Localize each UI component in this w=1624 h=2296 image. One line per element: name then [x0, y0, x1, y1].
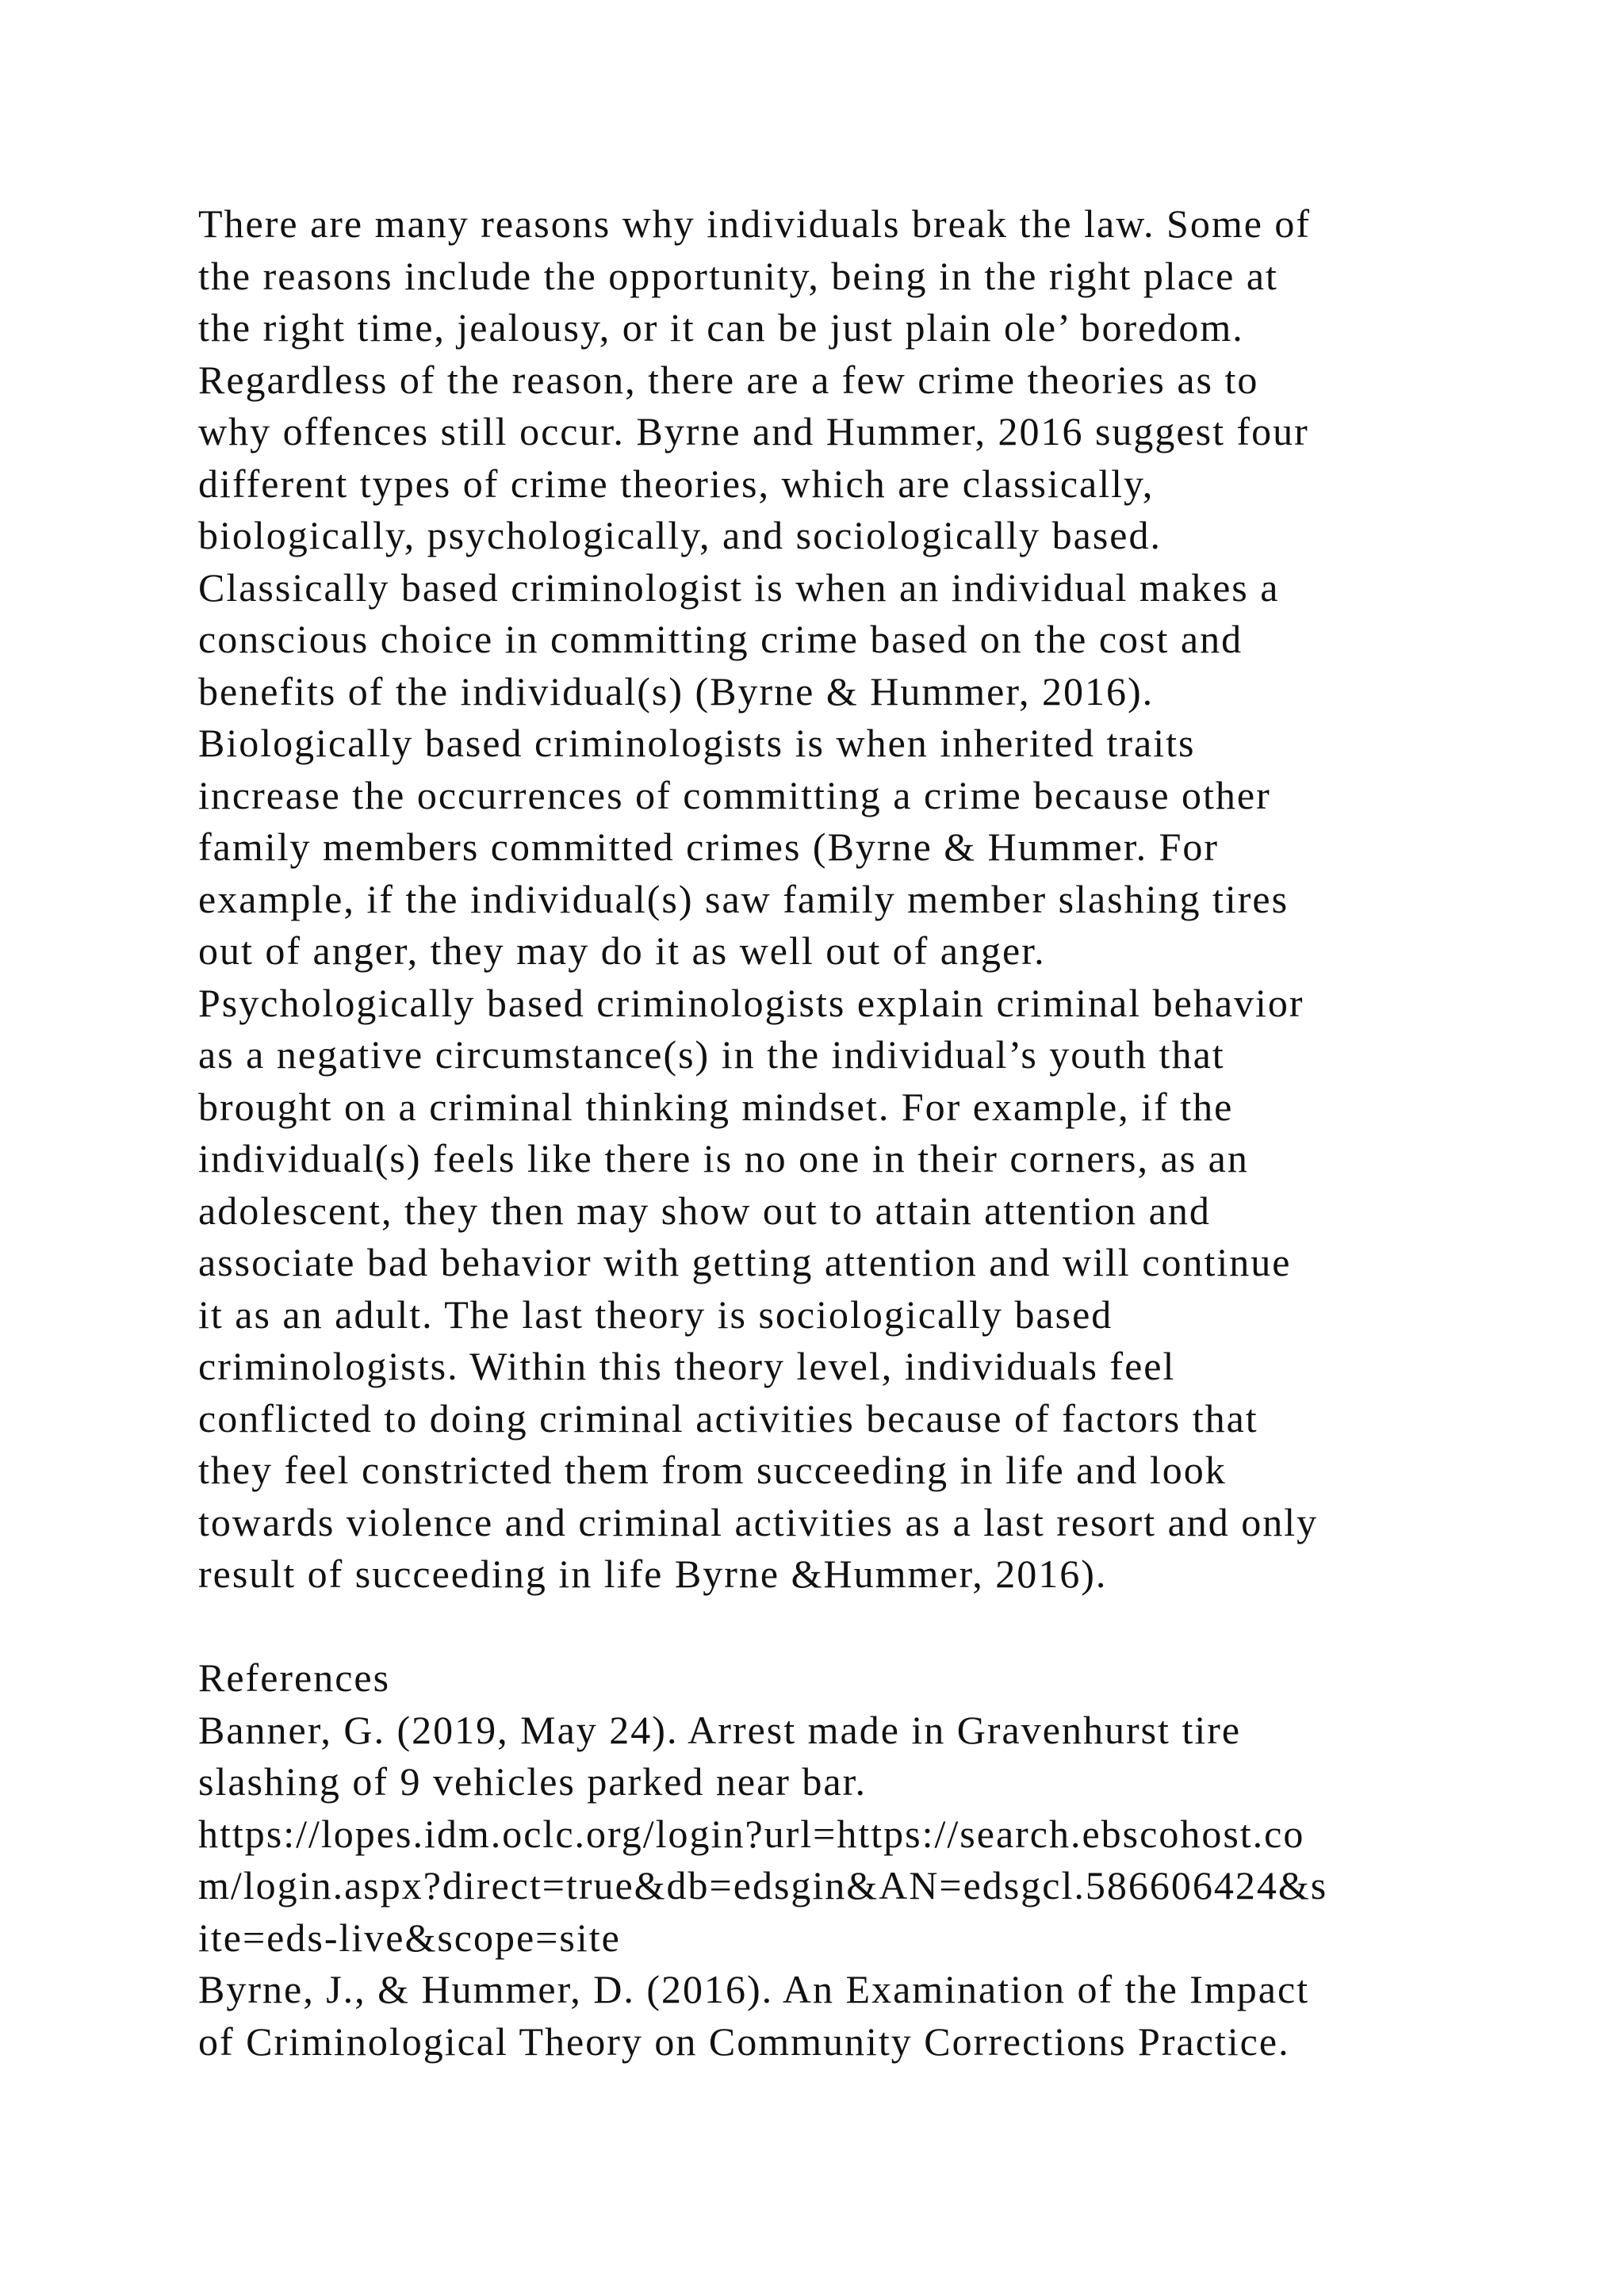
body-line: towards violence and criminal activities as a last resort and only [198, 1499, 1319, 1544]
body-line: biologically, psychologically, and sociologically based. [198, 513, 1162, 557]
body-line: as a negative circumstance(s) in the individual’s youth that [198, 1032, 1225, 1077]
reference-line: slashing of 9 vehicles parked near bar. [198, 1759, 868, 1804]
body-line: criminologists. Within this theory level, individuals feel [198, 1344, 1176, 1388]
body-line: out of anger, they may do it as well out of anger. [198, 928, 1046, 973]
body-line: benefits of the individual(s) (Byrne & Hummer, 2016). [198, 668, 1155, 714]
body-line: it as an adult. The last theory is sociologically based [198, 1292, 1113, 1337]
body-line: conflicted to doing criminal activities because of factors that [198, 1395, 1258, 1441]
body-line: different types of crime theories, which are classically, [198, 461, 1155, 506]
body-line: Classically based criminologist is when an individual makes a [198, 564, 1280, 610]
reference-url-line: m/login.aspx?direct=true&db=edsgin&AN=edsgcl.586606424&s [198, 1863, 1328, 1908]
body-line: Psychologically based criminologists explain criminal behavior [198, 980, 1304, 1025]
body-line: the right time, jealousy, or it can be just plain ole’ boredom. [198, 305, 1244, 350]
body-line: the reasons include the opportunity, being in the right place at [198, 253, 1278, 298]
body-line: There are many reasons why individuals break the law. Some of [198, 201, 1312, 246]
body-line: family members committed crimes (Byrne & Hummer. For [198, 825, 1220, 869]
body-line: they feel constricted them from succeeding in life and look [198, 1448, 1227, 1492]
body-line: brought on a criminal thinking mindset. For example, if the [198, 1084, 1234, 1129]
reference-url-line: https://lopes.idm.oclc.org/login?url=https://search.ebscohost.co [198, 1811, 1305, 1856]
body-line: associate bad behavior with getting attention and will continue [198, 1240, 1292, 1284]
body-line: individual(s) feels like there is no one in their corners, as an [198, 1136, 1249, 1181]
body-line: example, if the individual(s) saw family member slashing tires [198, 876, 1289, 921]
paragraph-spacer [198, 1601, 1483, 1653]
body-line: Biologically based criminologists is when inherited traits [198, 721, 1196, 765]
body-line: increase the occurrences of committing a crime because other [198, 772, 1271, 817]
body-line: adolescent, they then may show out to attain attention and [198, 1188, 1211, 1233]
body-line: conscious choice in committing crime based on the cost and [198, 617, 1243, 661]
body-line: Regardless of the reason, there are a few crime theories as to [198, 357, 1259, 402]
reference-line: of Criminological Theory on Community Corrections Practice. [198, 2019, 1290, 2064]
body-paragraph [198, 198, 1483, 1601]
reference-url-line: ite=eds-live&scope=site [198, 1915, 621, 1960]
reference-line: Byrne, J., & Hummer, D. (2016). An Examination of the Impact [198, 1967, 1310, 2011]
body-line: why offences still occur. Byrne and Hummer, 2016 suggest four [198, 409, 1309, 453]
references-section [198, 1652, 1483, 2068]
references-heading: References [198, 1655, 391, 1700]
document-text [198, 198, 1483, 2068]
body-line: result of succeeding in life Byrne &Hummer, 2016). [198, 1552, 1108, 1596]
reference-line: Banner, G. (2019, May 24). Arrest made in Gravenhurst tire [198, 1707, 1242, 1752]
